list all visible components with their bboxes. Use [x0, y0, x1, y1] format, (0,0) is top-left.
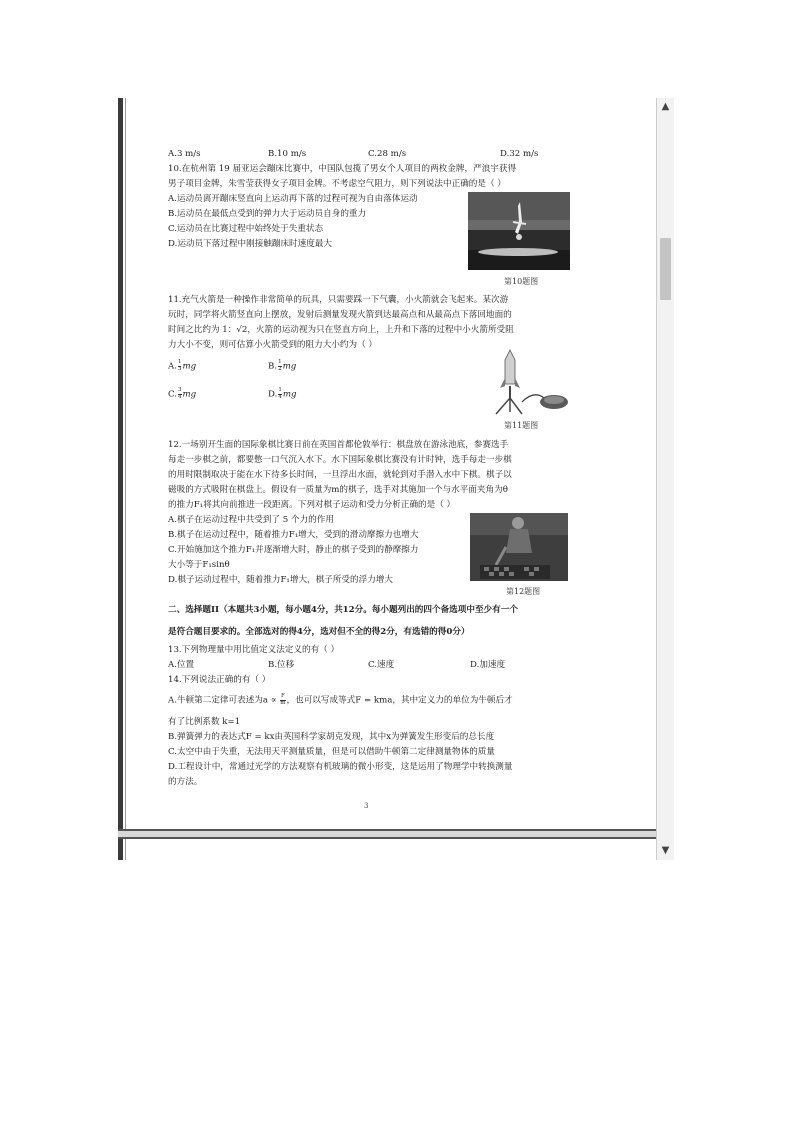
- trampoline-photo: [468, 192, 570, 270]
- q12-option-c-line2: 大小等于F₁sinθ: [168, 560, 230, 570]
- air-rocket-photo: [482, 346, 572, 418]
- q13-option-c: C.速度: [368, 660, 395, 670]
- q11-option-d: D. $\frac{1}{4}$ mg: [268, 387, 297, 400]
- sqrt-two: √2: [236, 325, 248, 335]
- underwater-chess-photo: [470, 513, 568, 581]
- q12-option-c-line1: C.开始施加这个推力F₁并逐渐增大时，静止的棋子受到的静摩擦力: [168, 545, 419, 555]
- vertical-scrollbar[interactable]: [656, 98, 674, 860]
- q14-option-b: B.弹簧弹力的表达式F = kx由英国科学家胡克发现，其中x为弹簧发生形变后的总长度: [168, 732, 495, 742]
- q11-option-a: A. $\frac{1}{3}$ mg: [168, 359, 197, 372]
- q12-stem-line1: 12.一场别开生面的国际象棋比赛日前在英国首都伦敦举行：棋盘放在游泳池底，参赛选手: [168, 440, 509, 450]
- q14-option-a-line1: A.牛顿第二定律可表述为a ∝ $\frac{F}{m}$ ，也可以写成等式F = kma，其中定义力的单位为牛顿后才: [168, 693, 513, 706]
- section2-heading-line1: 二、选择题II（本题共3小题，每小题4分，共12分。每小题列出的四个备选项中至少有一个: [168, 605, 518, 615]
- q9-option-b: B.10 m/s: [268, 149, 307, 159]
- q9-option-a: A.3 m/s: [168, 149, 201, 159]
- q14-option-d-line2: 的方法。: [168, 777, 203, 787]
- q12-option-a: A.棋子在运动过程中共受到了 5 个力的作用: [168, 515, 334, 525]
- q9-option-d: D.32 m/s: [500, 149, 539, 159]
- q10-figure-caption: 第10题图: [504, 277, 539, 286]
- document-page: [126, 98, 654, 829]
- page-separator: [118, 829, 656, 839]
- q13-stem: 13.下列物理量中用比值定义法定义的有（ ）: [168, 645, 340, 655]
- q14-option-c: C.太空中由于失重，无法用天平测量质量，但是可以借助牛顿第二定律测量物体的质量: [168, 747, 495, 757]
- scroll-down-arrow-icon[interactable]: ▼: [661, 845, 670, 856]
- q13-option-d: D.加速度: [470, 660, 506, 670]
- q12-option-d: D.棋子运动过程中，随着推力F₁增大，棋子所受的浮力增大: [168, 575, 393, 585]
- document-viewer: [118, 98, 674, 860]
- q11-stem-line1: 11.充气火箭是一种操作非常简单的玩具，只需要踩一下气囊，小火箭就会飞起来。某次游: [168, 295, 509, 305]
- q12-stem-line2: 每走一步棋之前，都要憋一口气沉入水下。水下国际象棋比赛没有计时钟，选手每走一步棋: [168, 455, 512, 465]
- q12-stem-line4: 磁吸的方式吸附在棋盘上。假设有一质量为m的棋子，选手对其施加一个与水平面夹角为θ: [168, 485, 508, 495]
- q11-stem-line4: 力大小不变，则可估算小火箭受到的阻力大小约为（ ）: [168, 340, 377, 350]
- q10-option-d: D.运动员下落过程中刚接触蹦床时速度最大: [168, 239, 333, 249]
- q11-figure-caption: 第11题图: [504, 421, 539, 430]
- q11-stem-line2: 玩时，同学将火箭竖直向上摆放，发射后测量发现火箭到达最高点和从最高点下落回地面的: [168, 310, 512, 320]
- q10-stem-line2: 男子项目金牌，朱雪莹获得女子项目金牌。不考虑空气阻力，则下列说法中正确的是（ ）: [168, 179, 506, 189]
- q12-option-b: B.棋子在运动过程中，随着推力F₁增大，受到的滑动摩擦力也增大: [168, 530, 419, 540]
- q13-option-a: A.位置: [168, 660, 195, 670]
- q11-option-c: C. $\frac{3}{4}$ mg: [168, 387, 197, 400]
- q9-option-c: C.28 m/s: [368, 149, 407, 159]
- q14-stem: 14.下列说法正确的有（ ）: [168, 675, 271, 685]
- q12-stem-line5: 的推力F₁将其向前推进一段距离。下列对棋子运动和受力分析正确的是（ ）: [168, 500, 456, 510]
- scroll-thumb[interactable]: [660, 238, 671, 300]
- q14-option-d-line1: D.工程设计中，常通过光学的方法观察有机玻璃的微小形变，这是运用了物理学中转换测量: [168, 762, 513, 772]
- q11-stem-line3: 时间之比约为 1：√2，火箭的运动视为只在竖直方向上，上升和下落的过程中小火箭所受阻: [168, 325, 514, 335]
- next-page-top: [126, 839, 654, 860]
- page-number: 3: [364, 802, 369, 810]
- q10-stem-line1: 10.在杭州第 19 届亚运会蹦床比赛中，中国队包揽了男女个人项目的两枚金牌，严浪宇获得: [168, 164, 517, 174]
- q10-option-a: A.运动员离开蹦床竖直向上运动再下落的过程可视为自由落体运动: [168, 194, 418, 204]
- q14-option-a-line2: 有了比例系数 k=1: [168, 717, 241, 727]
- q13-option-b: B.位移: [268, 660, 295, 670]
- q12-stem-line3: 的用时限制取决于能在水下待多长时间，一旦浮出水面，就轮到对手潜入水中下棋。棋子以: [168, 470, 512, 480]
- q10-option-c: C.运动员在比赛过程中始终处于失重状态: [168, 224, 324, 234]
- section2-heading-line2: 是符合题目要求的。全部选对的得4分，选对但不全的得2分，有选错的得0分）: [168, 627, 470, 637]
- scroll-up-arrow-icon[interactable]: ▲: [661, 101, 670, 112]
- q11-option-b: B. $\frac{1}{2}$ mg: [268, 359, 297, 372]
- q12-figure-caption: 第12题图: [506, 587, 541, 596]
- viewer-left-border: [118, 98, 123, 860]
- q10-option-b: B.运动员在最低点受到的弹力大于运动员自身的重力: [168, 209, 367, 219]
